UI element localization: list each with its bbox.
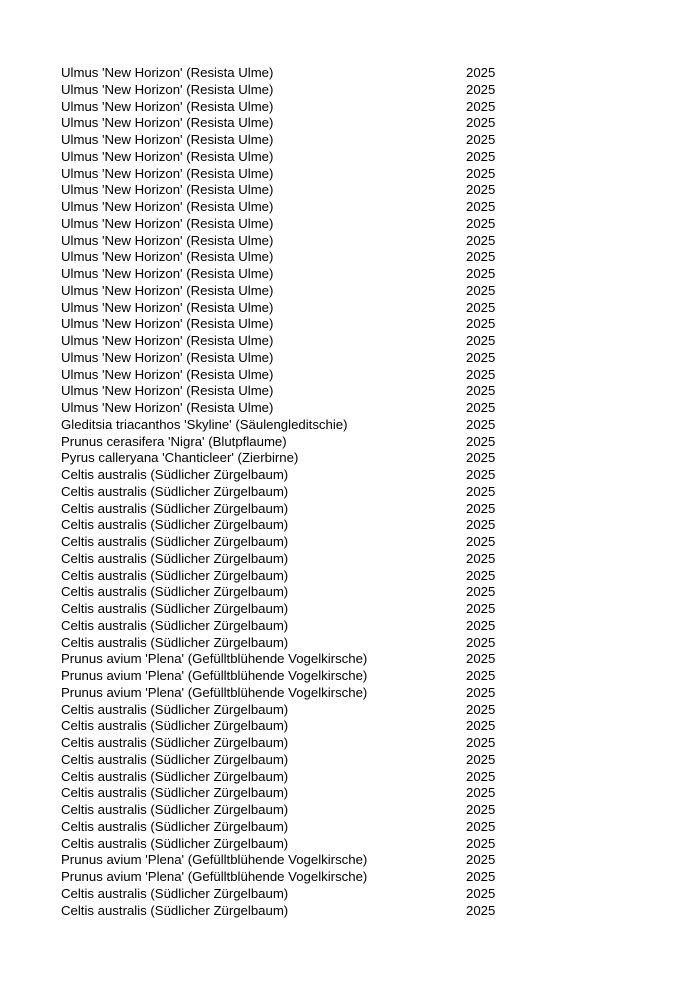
table-row — [61, 132, 501, 149]
table-row — [61, 450, 501, 467]
tree-name: Ulmus 'New Horizon' (Resista Ulme) — [61, 81, 274, 97]
planting-year: 2025 — [466, 349, 496, 365]
planting-year: 2025 — [466, 584, 496, 600]
planting-year: 2025 — [466, 182, 496, 198]
planting-year: 2025 — [466, 282, 496, 298]
table-row — [61, 568, 501, 585]
table-row — [61, 517, 501, 534]
table-row — [61, 785, 501, 802]
tree-name: Ulmus 'New Horizon' (Resista Ulme) — [61, 165, 274, 181]
table-row — [61, 99, 501, 116]
tree-name: Celtis australis (Südlicher Zürgelbaum) — [61, 768, 289, 784]
table-row — [61, 115, 501, 132]
tree-name: Ulmus 'New Horizon' (Resista Ulme) — [61, 400, 274, 415]
tree-name: Ulmus 'New Horizon' (Resista Ulme) — [61, 282, 274, 298]
tree-name: Ulmus 'New Horizon' (Resista Ulme) — [61, 132, 274, 147]
tree-name: Ulmus 'New Horizon' (Resista Ulme) — [61, 115, 274, 131]
tree-name: Pyrus calleryana 'Chanticleer' (Zierbirne) — [61, 450, 299, 466]
table-row — [61, 501, 501, 518]
planting-year: 2025 — [466, 567, 496, 583]
planting-year: 2025 — [466, 885, 496, 901]
planting-year: 2025 — [466, 450, 496, 466]
planting-year: 2025 — [466, 433, 496, 449]
planting-year: 2025 — [466, 869, 496, 884]
tree-name: Prunus avium 'Plena' (Gefülltblühende Vogelkirsche) — [61, 668, 368, 683]
planting-year: 2025 — [466, 299, 496, 315]
planting-year: 2025 — [466, 65, 496, 80]
table-row — [61, 65, 501, 82]
tree-name: Celtis australis (Südlicher Zürgelbaum) — [61, 601, 289, 616]
table-row — [61, 82, 501, 99]
planting-year: 2025 — [466, 467, 496, 482]
planting-year: 2025 — [466, 483, 496, 499]
table-row — [61, 635, 501, 652]
table-row — [61, 718, 501, 735]
planting-year: 2025 — [466, 751, 496, 767]
planting-year: 2025 — [466, 852, 496, 868]
planting-year: 2025 — [466, 416, 496, 432]
planting-year: 2025 — [466, 802, 496, 817]
tree-name: Celtis australis (Südlicher Zürgelbaum) — [61, 534, 289, 549]
table-row — [61, 819, 501, 836]
table-row — [61, 903, 501, 920]
table-row — [61, 668, 501, 685]
planting-year: 2025 — [466, 902, 496, 918]
table-row — [61, 534, 501, 551]
planting-year: 2025 — [466, 818, 496, 834]
tree-name: Celtis australis (Südlicher Zürgelbaum) — [61, 567, 289, 583]
planting-year: 2025 — [466, 718, 496, 734]
planting-year: 2025 — [466, 266, 496, 281]
table-row — [61, 216, 501, 233]
tree-name: Ulmus 'New Horizon' (Resista Ulme) — [61, 215, 274, 231]
planting-year: 2025 — [466, 400, 496, 415]
tree-name: Celtis australis (Südlicher Zürgelbaum) — [61, 517, 289, 533]
tree-name: Ulmus 'New Horizon' (Resista Ulme) — [61, 383, 274, 399]
table-row — [61, 383, 501, 400]
table-row — [61, 752, 501, 769]
tree-list — [61, 65, 501, 919]
tree-name: Ulmus 'New Horizon' (Resista Ulme) — [61, 299, 274, 315]
tree-name: Celtis australis (Südlicher Zürgelbaum) — [61, 483, 289, 499]
tree-name: Ulmus 'New Horizon' (Resista Ulme) — [61, 65, 274, 80]
planting-year: 2025 — [466, 132, 496, 147]
table-row — [61, 233, 501, 250]
tree-name: Ulmus 'New Horizon' (Resista Ulme) — [61, 232, 274, 248]
tree-name: Ulmus 'New Horizon' (Resista Ulme) — [61, 366, 274, 382]
table-row — [61, 484, 501, 501]
tree-name: Celtis australis (Südlicher Zürgelbaum) — [61, 835, 289, 851]
tree-name: Gleditsia triacanthos 'Skyline' (Säulengleditschie) — [61, 416, 348, 432]
table-row — [61, 869, 501, 886]
table-row — [61, 417, 501, 434]
planting-year: 2025 — [466, 165, 496, 181]
tree-name: Ulmus 'New Horizon' (Resista Ulme) — [61, 349, 274, 365]
tree-name: Celtis australis (Südlicher Zürgelbaum) — [61, 467, 289, 482]
tree-name: Celtis australis (Südlicher Zürgelbaum) — [61, 701, 289, 717]
table-row — [61, 769, 501, 786]
tree-name: Ulmus 'New Horizon' (Resista Ulme) — [61, 249, 274, 265]
planting-year: 2025 — [466, 550, 496, 566]
planting-year: 2025 — [466, 835, 496, 851]
tree-name: Ulmus 'New Horizon' (Resista Ulme) — [61, 333, 274, 348]
table-row — [61, 551, 501, 568]
table-row — [61, 333, 501, 350]
tree-name: Celtis australis (Südlicher Zürgelbaum) — [61, 802, 289, 817]
table-row — [61, 166, 501, 183]
tree-name: Celtis australis (Südlicher Zürgelbaum) — [61, 751, 289, 767]
planting-year: 2025 — [466, 500, 496, 516]
planting-year: 2025 — [466, 651, 496, 667]
tree-name: Prunus avium 'Plena' (Gefülltblühende Vogelkirsche) — [61, 852, 368, 868]
tree-name: Celtis australis (Südlicher Zürgelbaum) — [61, 818, 289, 834]
tree-name: Celtis australis (Südlicher Zürgelbaum) — [61, 902, 289, 918]
planting-year: 2025 — [466, 81, 496, 97]
table-row — [61, 584, 501, 601]
tree-name: Celtis australis (Südlicher Zürgelbaum) — [61, 584, 289, 600]
table-row — [61, 802, 501, 819]
tree-name: Ulmus 'New Horizon' (Resista Ulme) — [61, 266, 274, 281]
tree-name: Celtis australis (Südlicher Zürgelbaum) — [61, 500, 289, 516]
planting-year: 2025 — [466, 617, 496, 633]
table-row — [61, 685, 501, 702]
table-row — [61, 283, 501, 300]
tree-name: Prunus cerasifera 'Nigra' (Blutpflaume) — [61, 433, 287, 449]
table-row — [61, 618, 501, 635]
planting-year: 2025 — [466, 684, 496, 700]
planting-year: 2025 — [466, 785, 496, 801]
table-row — [61, 149, 501, 166]
table-row — [61, 350, 501, 367]
planting-year: 2025 — [466, 768, 496, 784]
planting-year: 2025 — [466, 383, 496, 399]
planting-year: 2025 — [466, 534, 496, 549]
table-row — [61, 886, 501, 903]
tree-name: Ulmus 'New Horizon' (Resista Ulme) — [61, 182, 274, 198]
planting-year: 2025 — [466, 634, 496, 650]
table-row — [61, 199, 501, 216]
tree-name: Celtis australis (Südlicher Zürgelbaum) — [61, 885, 289, 901]
table-row — [61, 735, 501, 752]
planting-year: 2025 — [466, 98, 496, 114]
table-row — [61, 182, 501, 199]
planting-year: 2025 — [466, 366, 496, 382]
table-row — [61, 400, 501, 417]
table-row — [61, 702, 501, 719]
planting-year: 2025 — [466, 701, 496, 717]
table-row — [61, 266, 501, 283]
table-row — [61, 300, 501, 317]
planting-year: 2025 — [466, 735, 496, 750]
planting-year: 2025 — [466, 115, 496, 131]
planting-year: 2025 — [466, 668, 496, 683]
planting-year: 2025 — [466, 215, 496, 231]
tree-name: Celtis australis (Südlicher Zürgelbaum) — [61, 634, 289, 650]
planting-year: 2025 — [466, 517, 496, 533]
tree-name: Prunus avium 'Plena' (Gefülltblühende Vogelkirsche) — [61, 869, 368, 884]
tree-name: Celtis australis (Südlicher Zürgelbaum) — [61, 785, 289, 801]
tree-name: Prunus avium 'Plena' (Gefülltblühende Vogelkirsche) — [61, 651, 368, 667]
table-row — [61, 601, 501, 618]
planting-year: 2025 — [466, 148, 496, 164]
planting-year: 2025 — [466, 316, 496, 332]
tree-name: Celtis australis (Südlicher Zürgelbaum) — [61, 718, 289, 734]
table-row — [61, 467, 501, 484]
planting-year: 2025 — [466, 199, 496, 214]
tree-name: Ulmus 'New Horizon' (Resista Ulme) — [61, 316, 274, 332]
tree-name: Ulmus 'New Horizon' (Resista Ulme) — [61, 148, 274, 164]
planting-year: 2025 — [466, 601, 496, 616]
tree-name: Celtis australis (Südlicher Zürgelbaum) — [61, 550, 289, 566]
tree-name: Ulmus 'New Horizon' (Resista Ulme) — [61, 199, 274, 214]
table-row — [61, 316, 501, 333]
table-row — [61, 367, 501, 384]
table-row — [61, 852, 501, 869]
table-row — [61, 434, 501, 451]
table-row — [61, 651, 501, 668]
tree-name: Celtis australis (Südlicher Zürgelbaum) — [61, 735, 289, 750]
tree-name: Prunus avium 'Plena' (Gefülltblühende Vogelkirsche) — [61, 684, 368, 700]
tree-name: Ulmus 'New Horizon' (Resista Ulme) — [61, 98, 274, 114]
table-row — [61, 836, 501, 853]
tree-name: Celtis australis (Südlicher Zürgelbaum) — [61, 617, 289, 633]
planting-year: 2025 — [466, 249, 496, 265]
planting-year: 2025 — [466, 232, 496, 248]
planting-year: 2025 — [466, 333, 496, 348]
table-row — [61, 249, 501, 266]
